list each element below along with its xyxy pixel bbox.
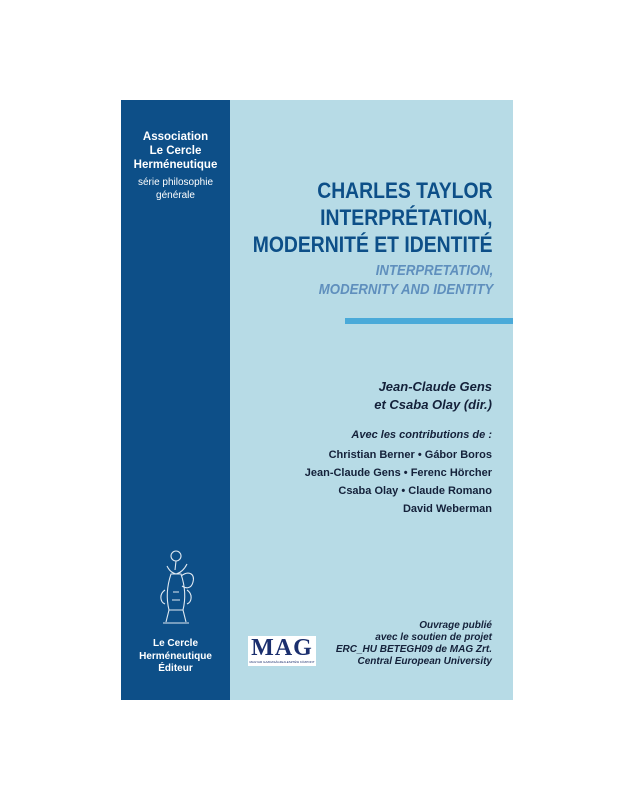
funding-line: Central European University [357,656,492,667]
contributor-line: David Weberman [402,503,492,515]
title-line: CHARLES TAYLOR [317,178,493,203]
contributor-line: Csaba Olay • Claude Romano [338,485,492,497]
series-line: série philosophie [137,177,214,188]
contributor-line: Jean-Claude Gens • Ferenc Hörcher [304,467,492,479]
association-name [121,130,230,172]
contributors-list [305,446,492,518]
publisher-line: Le Cercle [152,638,199,649]
book-title [253,177,493,258]
publisher-name [121,638,230,676]
association-line: Herméneutique [133,159,218,171]
series-name [121,176,230,202]
cover-sidebar [121,100,230,700]
subtitle-line: INTERPRETATION, [375,262,493,279]
contributor-line: Christian Berner • Gábor Boros [328,449,492,461]
book-subtitle [318,261,493,299]
mag-logo-text: MAG [251,635,313,661]
funding-line: avec le soutien de projet [375,632,492,643]
association-line: Le Cercle [149,145,202,157]
contributions-intro: Avec les contributions de : [351,429,492,441]
subtitle-line: MODERNITY AND IDENTITY [318,281,493,298]
funding-note [336,620,492,668]
editor-line: et Csaba Olay (dir.) [374,397,492,412]
editor-line: Jean-Claude Gens [378,379,492,394]
accent-rule [345,318,513,324]
mag-logo-tagline: MAGYAR GAZDASÁGFEJLESZTÉSI KÖZPONT [249,660,315,664]
mag-logo [248,636,316,666]
publisher-line: Éditeur [158,663,193,674]
cover-main-panel [230,100,513,700]
funding-line: Ouvrage publié [419,620,492,631]
title-line: MODERNITÉ ET IDENTITÉ [253,232,493,257]
series-line: générale [156,190,195,201]
funding-line: ERC_HU BETEGH09 de MAG Zrt. [335,644,492,655]
association-line: Association [142,131,209,143]
publisher-line: Herméneutique [139,650,212,662]
title-line: INTERPRÉTATION, [320,205,493,230]
book-cover [121,100,513,700]
editors [374,378,492,414]
publisher-emblem-icon [151,546,201,626]
